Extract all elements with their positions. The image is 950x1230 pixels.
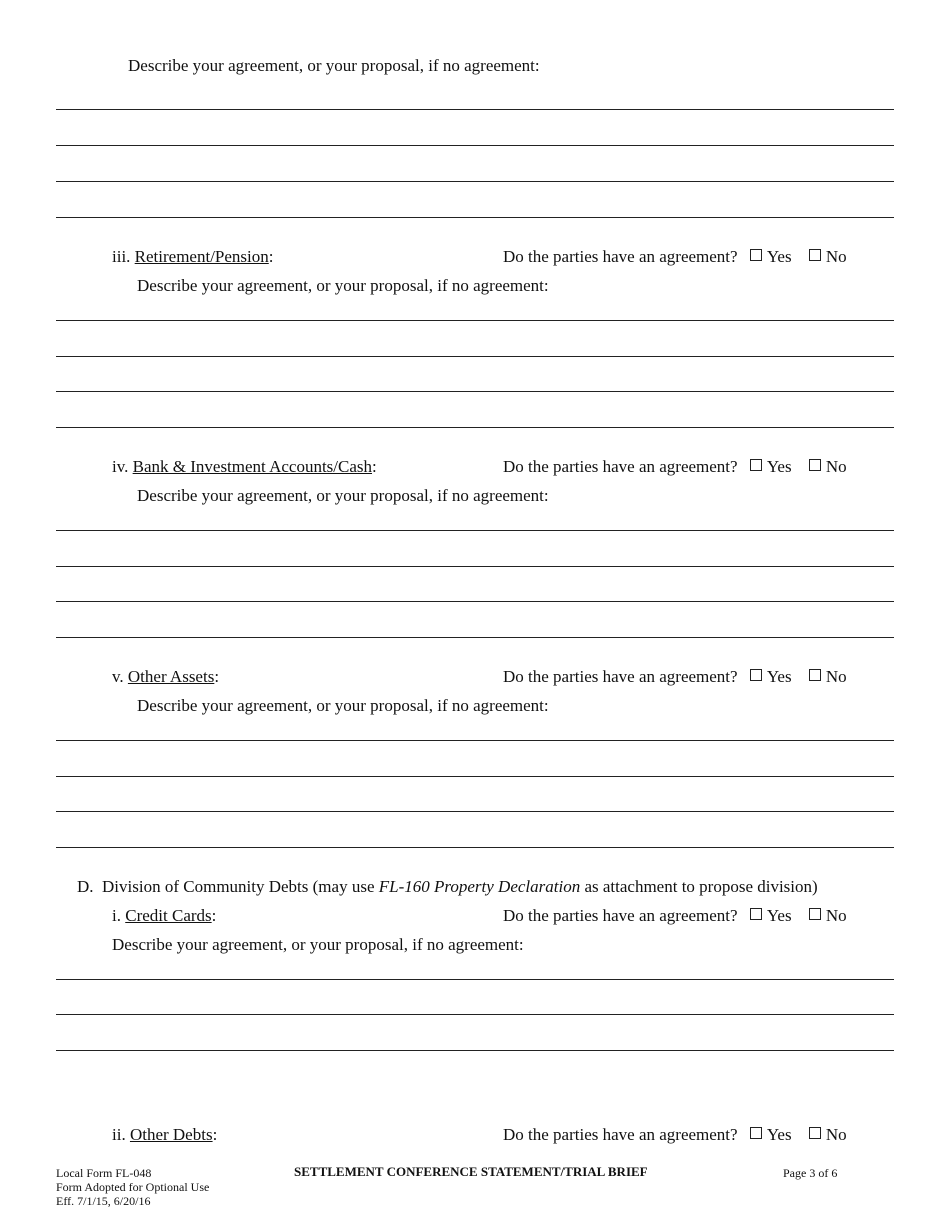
footer-effective-dates: Eff. 7/1/15, 6/20/16 <box>56 1194 151 1208</box>
answer-line[interactable] <box>56 109 894 110</box>
no-checkbox[interactable] <box>809 459 821 471</box>
answer-line[interactable] <box>56 145 894 146</box>
yes-checkbox[interactable] <box>750 459 762 471</box>
answer-line[interactable] <box>56 637 894 638</box>
footer-adoption: Form Adopted for Optional Use <box>56 1180 210 1194</box>
yes-checkbox[interactable] <box>750 1127 762 1139</box>
no-option[interactable]: No <box>796 1125 847 1145</box>
no-option[interactable]: No <box>796 906 847 926</box>
footer-title: SETTLEMENT CONFERENCE STATEMENT/TRIAL BRIEF <box>294 1164 648 1179</box>
footer-page-number: Page 3 of 6 <box>783 1166 838 1180</box>
answer-line[interactable] <box>56 217 894 218</box>
yes-option[interactable]: Yes <box>742 1125 792 1145</box>
no-checkbox[interactable] <box>809 1127 821 1139</box>
describe-label-top: Describe your agreement, or your proposal, if no agreement: <box>128 56 540 75</box>
describe-label-other-assets: Describe your agreement, or your proposal, if no agreement: <box>137 696 549 715</box>
describe-label-credit: Describe your agreement, or your proposal, if no agreement: <box>112 935 524 954</box>
yes-option[interactable]: Yes <box>742 247 792 267</box>
section-credit-title: i. Credit Cards: <box>112 906 217 925</box>
agreement-question-other-debts: Do the parties have an agreement? Yes No <box>503 1125 847 1144</box>
yes-checkbox[interactable] <box>750 249 762 261</box>
agreement-question-retirement: Do the parties have an agreement? Yes No <box>503 247 847 266</box>
describe-label-bank: Describe your agreement, or your proposal, if no agreement: <box>137 486 549 505</box>
answer-line[interactable] <box>56 566 894 567</box>
answer-line[interactable] <box>56 181 894 182</box>
section-retirement-title: iii. Retirement/Pension: <box>112 247 274 266</box>
answer-line[interactable] <box>56 601 894 602</box>
answer-line[interactable] <box>56 776 894 777</box>
yes-checkbox[interactable] <box>750 908 762 920</box>
footer-form-number: Local Form FL-048 <box>56 1166 152 1180</box>
no-option[interactable]: No <box>796 667 847 687</box>
section-d-heading: D. Division of Community Debts (may use FL-160 Property Declaration as attachment to propose division) <box>77 877 818 896</box>
agreement-question-credit: Do the parties have an agreement? Yes No <box>503 906 847 925</box>
agreement-question-bank: Do the parties have an agreement? Yes No <box>503 457 847 476</box>
describe-label-retirement: Describe your agreement, or your proposal, if no agreement: <box>137 276 549 295</box>
answer-line[interactable] <box>56 391 894 392</box>
footer-form-info <box>56 1166 209 1208</box>
answer-line[interactable] <box>56 427 894 428</box>
yes-option[interactable]: Yes <box>742 667 792 687</box>
section-other-assets-title: v. Other Assets: <box>112 667 220 686</box>
answer-line[interactable] <box>56 847 894 848</box>
section-other-debts-title: ii. Other Debts: <box>112 1125 218 1144</box>
answer-line[interactable] <box>56 1050 894 1051</box>
no-option[interactable]: No <box>796 457 847 477</box>
answer-line[interactable] <box>56 979 894 980</box>
no-checkbox[interactable] <box>809 249 821 261</box>
no-checkbox[interactable] <box>809 669 821 681</box>
yes-option[interactable]: Yes <box>742 457 792 477</box>
answer-line[interactable] <box>56 740 894 741</box>
answer-line[interactable] <box>56 320 894 321</box>
no-checkbox[interactable] <box>809 908 821 920</box>
section-bank-title: iv. Bank & Investment Accounts/Cash: <box>112 457 377 476</box>
yes-option[interactable]: Yes <box>742 906 792 926</box>
yes-checkbox[interactable] <box>750 669 762 681</box>
agreement-question-other-assets: Do the parties have an agreement? Yes No <box>503 667 847 686</box>
answer-line[interactable] <box>56 811 894 812</box>
answer-line[interactable] <box>56 356 894 357</box>
answer-line[interactable] <box>56 1014 894 1015</box>
no-option[interactable]: No <box>796 247 847 267</box>
answer-line[interactable] <box>56 530 894 531</box>
